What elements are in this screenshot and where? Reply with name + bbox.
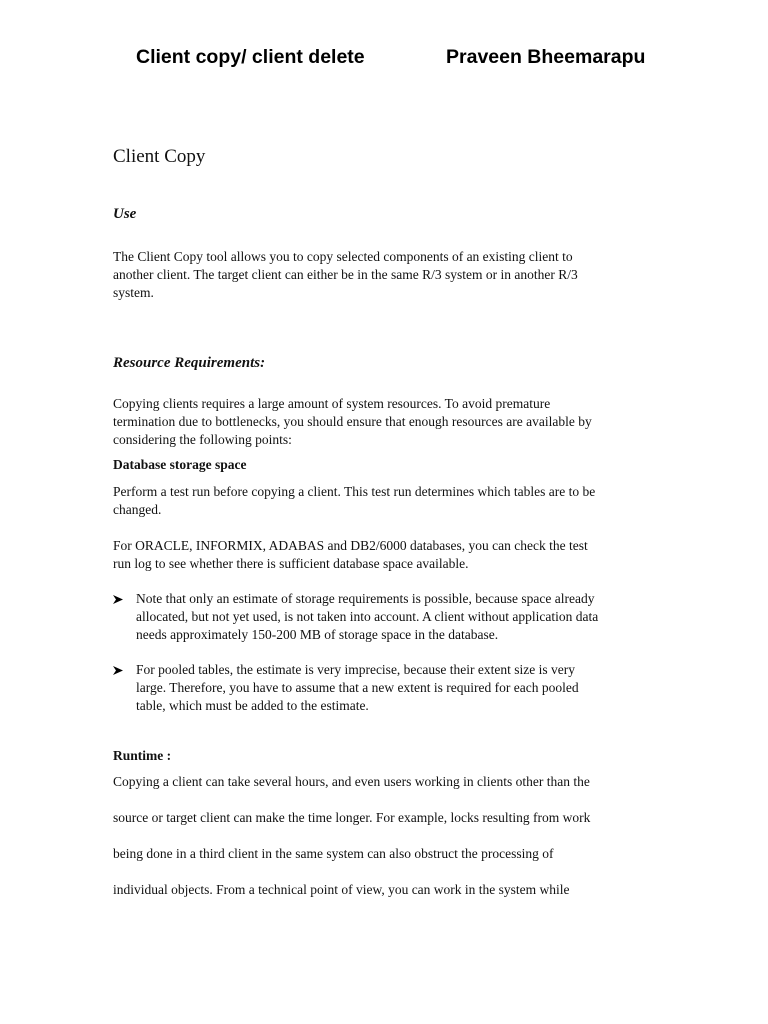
use-paragraph — [113, 248, 673, 302]
text-line: run log to see whether there is sufficient database space available. — [113, 556, 469, 571]
bullet-text — [136, 590, 598, 644]
text-line: For ORACLE, INFORMIX, ADABAS and DB2/6000 databases, you can check the test — [113, 538, 588, 553]
bullet-text — [136, 661, 579, 715]
text-line: system. — [113, 285, 154, 300]
resource-requirements-paragraph — [113, 395, 673, 449]
text-line: termination due to bottlenecks, you should ensure that enough resources are available by — [113, 414, 592, 429]
text-line: table, which must be added to the estimate. — [136, 698, 369, 713]
runtime-line: source or target client can make the time longer. For example, locks resulting from work — [113, 810, 591, 825]
arrowhead-bullet-icon — [113, 666, 123, 675]
db-storage-heading: Database storage space — [113, 457, 247, 472]
db-storage-paragraph-2 — [113, 537, 673, 573]
header-author: Praveen Bheemarapu — [446, 46, 646, 68]
runtime-heading: Runtime : — [113, 748, 172, 763]
text-line: another client. The target client can either be in the same R/3 system or in another R/3 — [113, 267, 578, 282]
text-line: large. Therefore, you have to assume that a new extent is required for each pooled — [136, 680, 579, 695]
section-title: Client Copy — [113, 146, 206, 167]
runtime-line: Copying a client can take several hours, and even users working in clients other than the — [113, 774, 590, 789]
text-line: For pooled tables, the estimate is very imprecise, because their extent size is very — [136, 662, 575, 677]
text-line: allocated, but not yet used, is not taken into account. A client without application data — [136, 609, 599, 624]
use-heading: Use — [113, 206, 137, 222]
text-line: Perform a test run before copying a client. This test run determines which tables are to be — [113, 484, 596, 499]
runtime-line: being done in a third client in the same system can also obstruct the processing of — [113, 846, 554, 861]
text-line: Note that only an estimate of storage requirements is possible, because space already — [136, 591, 595, 606]
runtime-line: individual objects. From a technical point of view, you can work in the system while — [113, 882, 570, 897]
arrowhead-bullet-icon — [113, 595, 123, 604]
text-line: considering the following points: — [113, 432, 292, 447]
text-line: The Client Copy tool allows you to copy selected components of an existing client to — [113, 249, 573, 264]
db-storage-paragraph-1 — [113, 483, 673, 519]
resource-requirements-heading: Resource Requirements: — [113, 355, 266, 371]
text-line: Copying clients requires a large amount of system resources. To avoid premature — [113, 396, 551, 411]
text-line: needs approximately 150-200 MB of storage space in the database. — [136, 627, 499, 642]
header-doc-title: Client copy/ client delete — [136, 46, 365, 68]
text-line: changed. — [113, 502, 162, 517]
